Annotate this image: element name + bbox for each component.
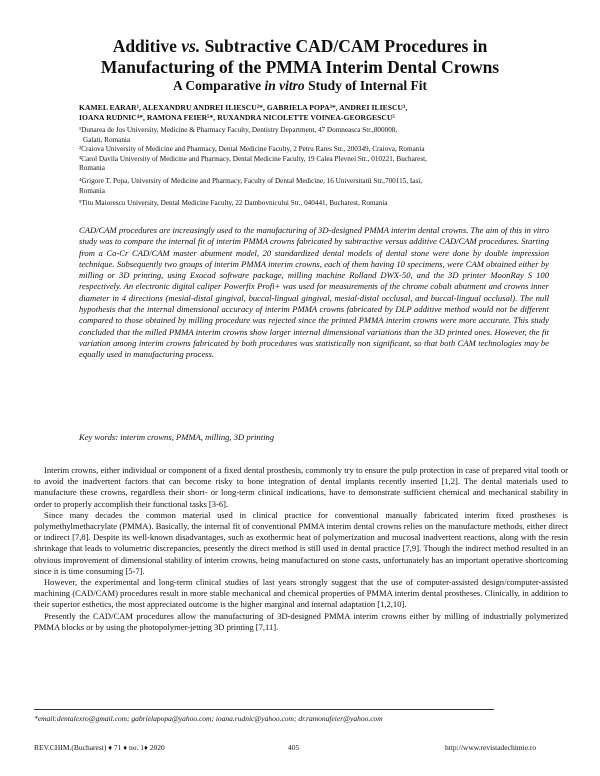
- abstract: CAD/CAM procedures are increasingly used to the manufacturing of 3D-designed PMMA interim dental crowns. The aim of this in vitro study was to compare the internal fit of interim PMMA crowns fabricated by subtractive versus additive CAD/CAM procedures. Starting from a Co-Cr CAD/CAM master abutment model, 20 standardized dental models of dental stone were done by double impression technique. Subsequently two groups of interim PMMA interim crowns, each of them having 10 specimens, were CAM obtained either by milling or 3D printing, using Exocad software package, milling machine Rolland DWX-50, and the 3D printer MoonRay S 100 respectively. An electronic digital caliper Powerfix Profi+ was used for measurements of the chrome cobalt abutment and crowns inner diameter in 4 directions (mesial-distal gingival, buccal-lingual gingival, mesial-distal occlusal, and buccal-lingual occlusal). The null hypothesis that the internal dimensional accuracy of interim PMMA crowns fabricated by DLP additive method would not be different compared to those obtained by milling procedure was rejected since the printed PMMA interim crowns were more accurate. This study concluded that the milled PMMA interim crowns show larger internal dimensional variations than the 3D printed ones. However, the fit variation among interim crowns fabricated by both procedures was statistically non significant, so that both CAM technologies may be equally used in manufacturing process.: [79, 225, 549, 360]
- title-line-2: Manufacturing of the PMMA Interim Dental Crowns: [100, 57, 500, 77]
- author-line-1: KAMEL EARAR¹, ALEXANDRU ANDREI ILIESCU²*, GABRIELA POPA³*, ANDREI ILIESCU³,: [79, 103, 408, 112]
- paragraph: However, the experimental and long-term clinical studies of last years strongly suggest that the use of computer-assisted design/computer-assisted machining (CAD/CAM) procedures result in more stable mechanical and chemical properties of PMMA interim dental prostheses. Clinically, in addition to their superior esthetics, the most appreciated outcome is the higher marginal and internal adaptation [1,2,10].: [34, 577, 568, 610]
- journal-citation: REV.CHIM.(Bucharest) ♦ 71 ♦ no. 1♦ 2020: [34, 743, 165, 752]
- page-number: 405: [288, 743, 300, 752]
- paragraph: Presently the CAD/CAM procedures allow the manufacturing of 3D-designed PMMA interim crowns either by milling of industrially polymerized PMMA blocks or by using the photopolymer-jetting 3D printing [7,11].: [34, 610, 568, 632]
- body-text: [34, 465, 568, 633]
- affiliation-4-cont: Romania: [79, 186, 105, 195]
- affiliation-3-cont: Romania: [79, 164, 105, 172]
- keywords: Key words: interim crowns, PMMA, milling, 3D printing: [79, 432, 275, 442]
- email-footnote: *email:dentalexro@gmail.com; gabrielapopa@yahoo.com; ioana.rudnic@yahoo.com; dr.ramonafeier@yahoo.com: [34, 714, 383, 723]
- affiliation-3: ³Carol Davila University of Medicine and Pharmacy, Dental Medicine Faculty, 19 Calea Plevnei Str., 010221, Bucharest,: [79, 154, 427, 163]
- subtitle: A Comparative in vitro Study of Internal Fit: [173, 78, 427, 93]
- affiliation-1: ¹Dunarea de Jos University, Medicine & Pharmacy Faculty, Dentistry Department, 47 Domneasca Str.,800008,: [79, 126, 398, 134]
- affiliation-5: ⁵Titu Maiorescu University, Dental Medicine Faculty, 22 Dambovnicului Str., 040441, Bucharest, Romania: [79, 199, 388, 207]
- affiliation-1-cont: Galati, Romania: [83, 135, 131, 144]
- author-list: [79, 103, 549, 123]
- paragraph: Since many decades the common material used in clinical practice for conventional manually fabricated interim fixed prostheses is polymethylmethacrylate (PMMA). Basically, the internal fit of conventional PMMA interim dental crowns relies on the manufacture methods, either direct or indirect [7,8]. Despite its well-known disadvantages, such as exothermic heat of polymerization and mucosal inadvertent reactions, along with the resin shrinkage that leads to volumetric discrepancies, presently the direct method is still used in dental practice [7,9]. Though the indirect method resulted in an obvious improvement of dimensional stability of interim crowns, being manufactured on stone casts, unfortunately has an important operative shortcoming since it is time consuming [5-7].: [34, 509, 568, 576]
- journal-url[interactable]: http://www.revistadechimie.ro: [445, 743, 537, 752]
- affiliation-2: ²Craiova University of Medicine and Pharmacy, Dental Medicine Faculty, 2 Petru Rares Str., 200349, Craiova, Romania: [79, 145, 425, 153]
- subtitle-in-vitro: in vitro: [264, 78, 305, 93]
- title-vs: vs.: [181, 36, 201, 56]
- paragraph: Interim crowns, either individual or component of a fixed dental prosthesis, commonly try to ensure the pulp protection in case of prepared vital tooth or to avoid the inadvertent factors that can become risky to bone integration of dental implants recently inserted [1,2]. The dental materials used to manufacture these crowns, regardless their short- or long-term clinical indications, have to demonstrate sufficient chemical and mechanical stability in order to properly accomplish their functional tasks [3-6].: [34, 465, 568, 509]
- footnote-divider: [34, 709, 494, 710]
- affiliation-4: ⁴Grigore T. Popa, University of Medicine and Pharmacy, Faculty of Dental Medicine, 16 Universitatii Str.,700115, Iasi,: [79, 177, 423, 185]
- author-line-2: IOANA RUDNIC⁴*, RAMONA FEIER⁵*, RUXANDRA NICOLETTE VOINEA-GEORGESCU⁵: [79, 113, 395, 122]
- title-line-1: Additive vs. Subtractive CAD/CAM Procedures in: [112, 36, 488, 56]
